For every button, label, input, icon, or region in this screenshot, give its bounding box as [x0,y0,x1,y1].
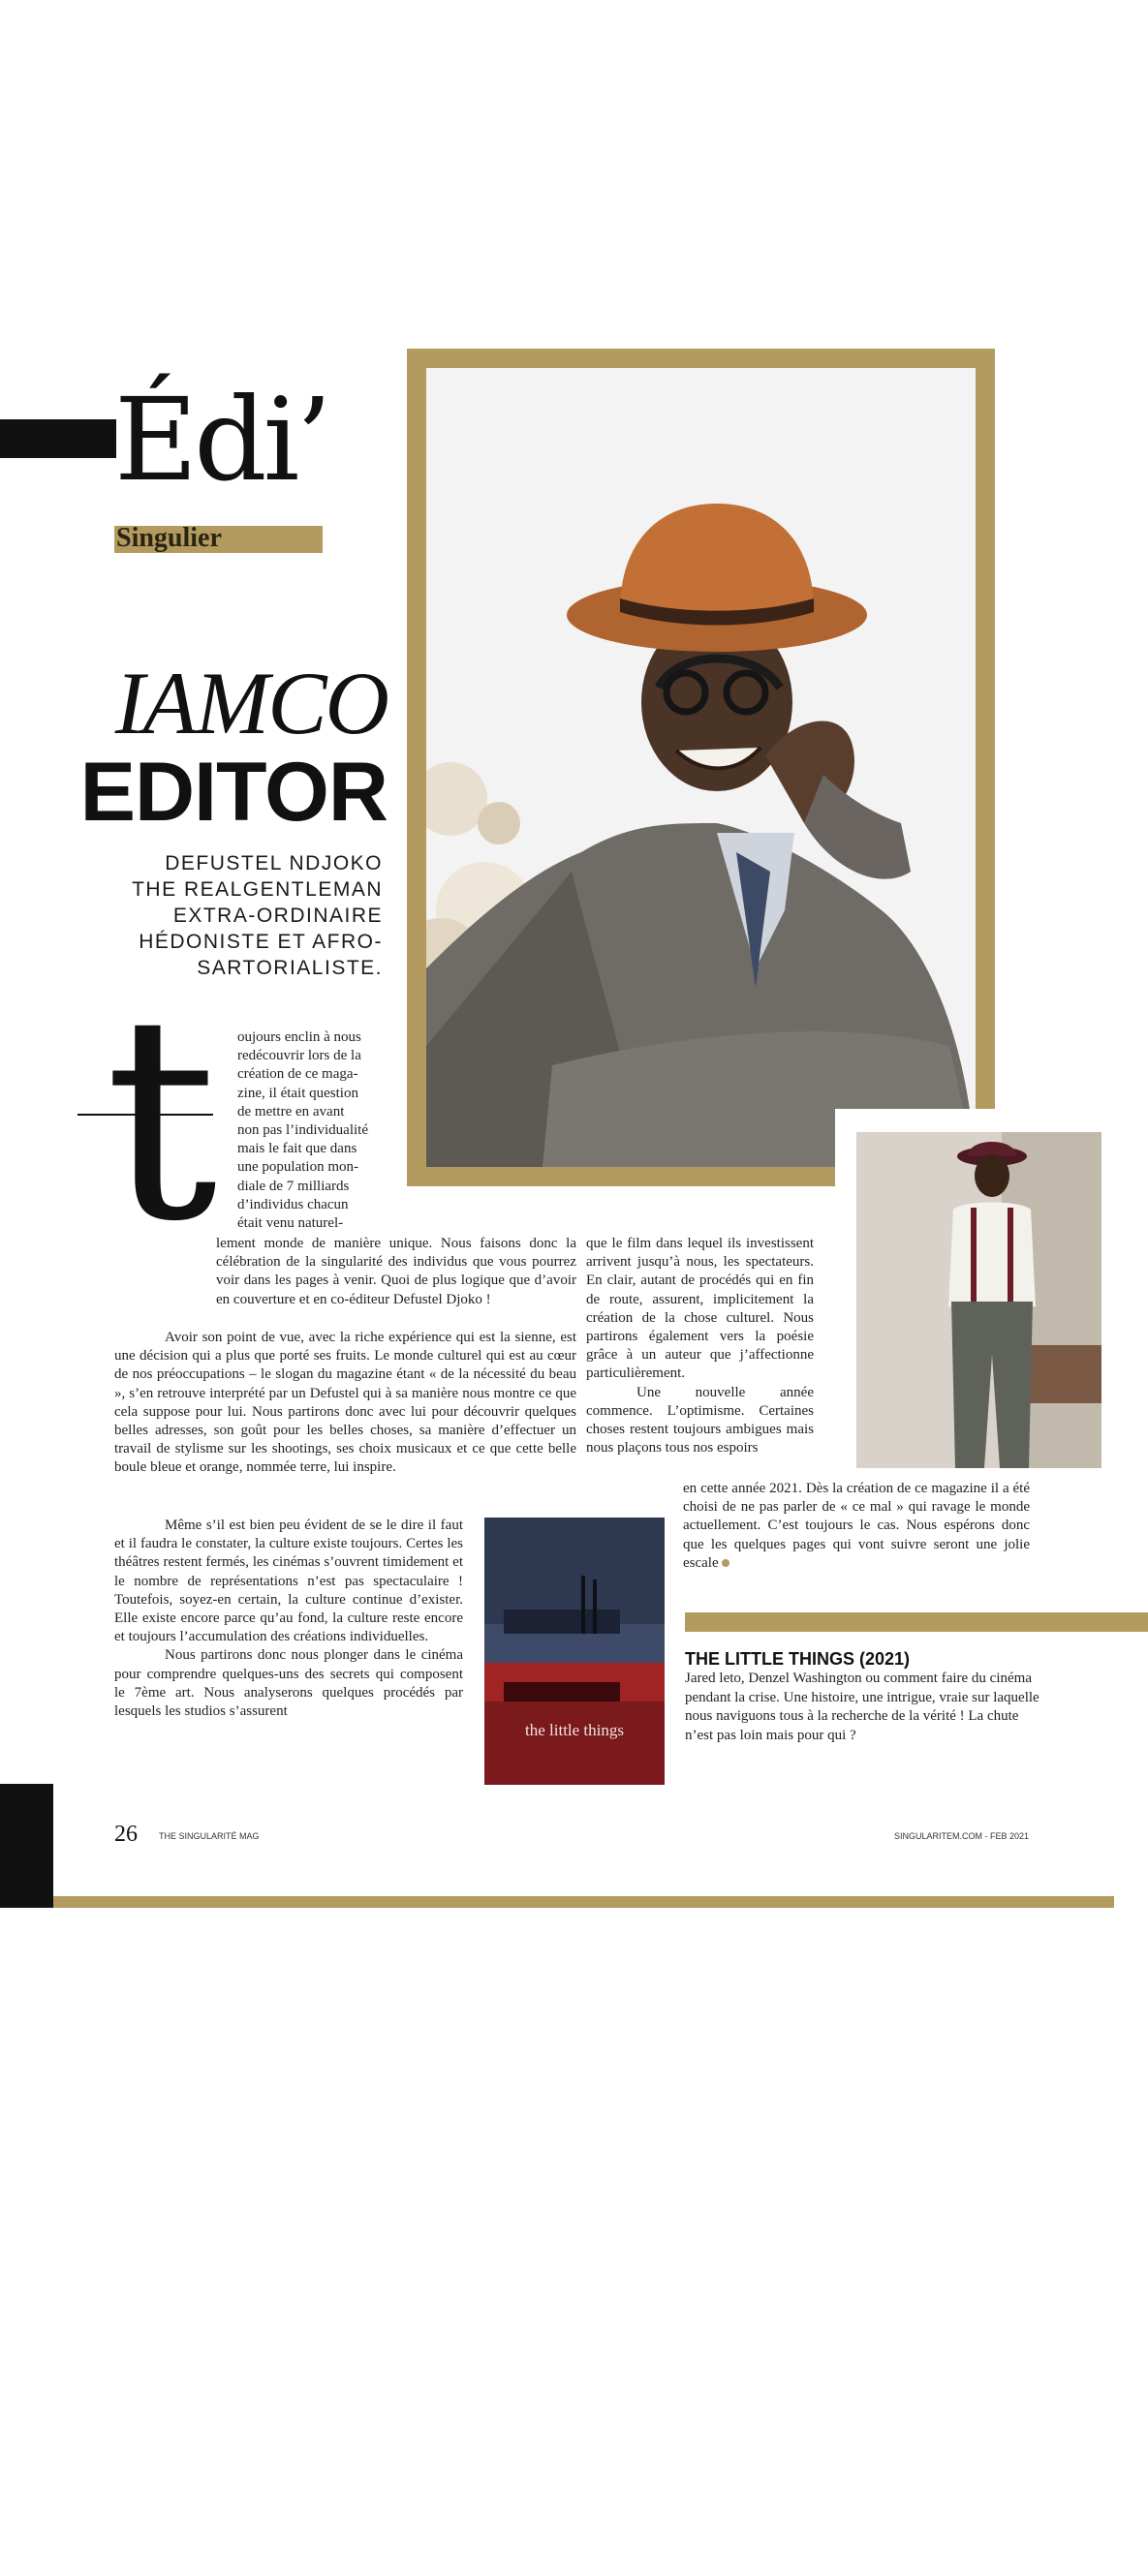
page-number: 26 [114,1822,138,1847]
subtitle-line: DEFUSTEL NDJOKO [165,852,383,874]
dropcap: t [105,957,218,1283]
portrait-illustration [426,368,976,1167]
article-paragraph: Même s’il est bien peu évident de se le dire il faut et il faudra le constater, la culture existe toujours. Certes les théâtres restent fermés, les cinémas s’ouvrent timidement et le nombre de représentations n’est pas spectaculaire ! Toutefois, soyez-en certain, la culture continue d’exister. Elle existe encore parce qu’au fond, la culture reste encore et toujours l’accumulation des créations individuelles. [114,1518,463,1645]
article-paragraph: Une nouvelle année commence. L’optimisme. Certaines choses restent toujours ambigues mais nous plaçons tous nos espoirs [586,1384,814,1457]
intro-text [237,1028,383,1233]
site-date: SINGULARITEM.COM - FEB 2021 [893,1831,1029,1841]
poster-title: the little things [525,1721,624,1739]
article-column-1 [216,1235,576,1309]
intro-line: zine, il était question [237,1085,358,1101]
footer-black-block [0,1784,53,1908]
intro-line: d’individus chacun [237,1196,349,1212]
article-paragraph: Avoir son point de vue, avec la riche expérience qui est la sienne, est une décision qui a plus que porté ses fruits. Le monde culturel qui est au cœur de nos préoccupations – le slogan du magazine étant « de la nécessité du beau », s’en retrouve interprété par un Defustel qui à sa manière nous montre ce que cela suppose pour lui. Nous partirons donc avec lui pour découvrir quelques belles adresses, son goût pour les belles choses, sa manière d’effectuer un travail de stylisme sur les shootings, ses choix musicaux et ce que cette belle boule bleue et orange, nommée terre, lui inspire. [114,1330,576,1476]
intro-line: une population mon- [237,1159,358,1176]
intro-line: non pas l’individualité [237,1122,368,1139]
subtitle-line: SARTORIALISTE. [197,957,383,979]
movie-poster [484,1518,665,1785]
title-line-1: IAMCO [114,654,388,752]
logo-sub: Singulier [116,523,222,553]
sidebar-text: Jared leto, Denzel Washington ou comment faire du cinéma pendant la crise. Une histoire, une intrigue, vraie sur laquelle nous naviguons tous à la recherche de la vérité ! La chute n’est pas loin mais pour qui ? [685,1671,1039,1743]
article-paragraph: lement monde de manière unique. Nous faisons donc la célébration de la singularité des individus que vous pourrez voir dans les pages à venir. Quoi de plus logique que d’avoir en couverture et en co-éditeur Defustel Djoko ! [216,1236,576,1307]
header-black-bar [0,419,116,458]
main-photo [426,368,976,1167]
article-paragraph: que le film dans lequel ils investissent arrivent jusqu’à nous, les spectateurs. En clair, autant de procédés qui en fin de route, assurent, implicitement la création de la chose culturel. Nous partirons également vers la poésie grâce à un auteur que j’affectionne particulièrement. [586,1236,814,1382]
article-column-1-lower [114,1329,576,1478]
sidebar-box [685,1648,1041,1745]
subtitle-line: THE REALGENTLEMAN [132,878,383,901]
second-photo-image [856,1132,1101,1468]
article-column-2 [586,1235,814,1457]
intro-line: de mettre en avant [237,1103,345,1119]
footer-gold-rule [53,1896,1114,1908]
logo-main: Édi’ [114,373,328,506]
intro-line: était venu naturel- [237,1215,344,1232]
article-text: en cette année 2021. Dès la création de ce magazine il a été choisi de ne pas parler de « ce mal » qui ravage le monde actuellement. C’est toujours le cas. Nous espérons donc que les quelques pages qui vont suivre seront une jolie escale [683,1481,1030,1571]
magazine-name: THE SINGULARITÉ MAG [159,1831,260,1841]
sidebar-gold-rule [685,1612,1148,1632]
sidebar-heading: THE LITTLE THINGS (2021) [685,1649,911,1669]
article-paragraph [683,1480,1030,1573]
poster-illustration [484,1518,665,1785]
intro-line: oujours enclin à nous [237,1029,361,1045]
intro-line: diale de 7 milliards [237,1178,350,1194]
title-line-2: EDITOR [79,746,388,839]
subtitle-line: EXTRA-ORDINAIRE [172,905,383,927]
intro-line: mais le fait que dans [237,1141,357,1157]
intro-line: création de ce maga- [237,1066,358,1083]
article-column-2-lower [683,1480,1030,1573]
page-title [39,654,388,839]
article-column-1-bottom [114,1517,463,1721]
end-mark-icon [722,1559,729,1567]
intro-line: redécouvrir lors de la [237,1048,361,1064]
standing-portrait-illustration [856,1132,1101,1468]
subtitle-line: HÉDONISTE ET AFRO- [139,931,383,953]
section-logo [114,373,347,557]
main-photo-frame [407,349,995,1186]
article-paragraph: Nous partirons donc nous plonger dans le cinéma pour comprendre quelques-uns des secrets qui composent le 7ème art. Nous analyserons quelques procédés par lesquels les studios s’assurent [114,1647,463,1720]
second-photo [835,1109,1122,1487]
